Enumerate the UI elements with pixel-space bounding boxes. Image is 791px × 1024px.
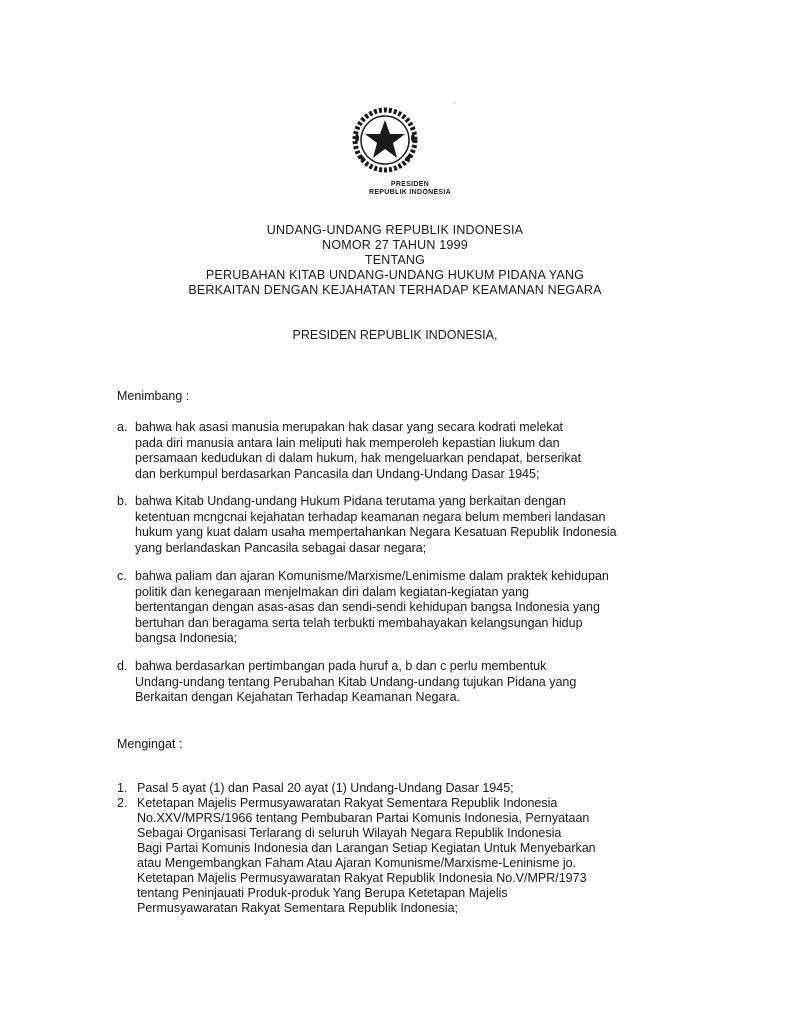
- heading-line: TENTANG: [364, 253, 426, 267]
- item-line: bahwa hak asasi manusia merupakan hak dasar yang secara kodrati melekat: [135, 420, 564, 434]
- menimbang-label: Menimbang :: [117, 389, 190, 403]
- item-line: bahwa Kitab Undang-undang Hukum Pidana terutama yang berkaitan dengan: [135, 494, 566, 508]
- item-line: hukum yang kuat dalam usaha mempertahankan Negara Kesatuan Republik Indonesia: [135, 525, 617, 539]
- item-marker: a.: [117, 420, 128, 434]
- item-line: bahwa paliam dan ajaran Komunisme/Marxisme/Lenimisme dalam praktek kehidupan: [135, 569, 609, 583]
- document-heading: [150, 223, 640, 298]
- item-line: politik dan kenegaraan menjelmakan diri dalam kegiatan-kegiatan yang: [135, 584, 529, 599]
- item-line: bertuhan dan beragama serta telah terbukti membahayakan kelangsungan hidup: [135, 615, 583, 630]
- menimbang-item: [117, 494, 637, 556]
- heading-line: PERUBAHAN KITAB UNDANG-UNDANG HUKUM PIDANA YANG: [205, 268, 585, 282]
- item-line: tentang Peninjauati Produk-produk Yang Berupa Ketetapan Majelis: [137, 886, 508, 900]
- item-line: Bagi Partai Komunis Indonesia dan Larangan Setiap Kegiatan Untuk Menyebarkan: [137, 841, 596, 855]
- menimbang-item: [117, 420, 637, 482]
- menimbang-item: [117, 569, 637, 647]
- heading-line: BERKAITAN DENGAN KEJAHATAN TERHADAP KEAMANAN NEGARA: [188, 283, 602, 297]
- item-line: Permusyawaratan Rakyat Sementara Republik Indonesia;: [137, 901, 459, 915]
- item-line: bertentangan dengan asas-asas dan sendi-sendi kehidupan bangsa Indonesia yang: [135, 600, 600, 614]
- item-line: yang berlandaskan Pancasila sebagai dasar negara;: [135, 540, 427, 555]
- item-line: bahwa berdasarkan pertimbangan pada huruf a, b dan c perlu membentuk: [135, 659, 547, 673]
- seal-caption-line2: REPUBLIK INDONESIA: [368, 189, 452, 196]
- seal-caption-line1: PRESIDEN: [390, 181, 430, 188]
- item-line: Berkaitan dengan Kejahatan Terhadap Keamanan Negara.: [135, 690, 461, 704]
- item-line: Sebagai Organisasi Terlarang di seluruh Wilayah Negara Republik Indonesia: [137, 826, 562, 840]
- item-line: Ketetapan Majelis Permusyawaratan Rakyat Republik Indonesia No.V/MPR/1973: [137, 871, 587, 885]
- heading-line: UNDANG-UNDANG REPUBLIK INDONESIA: [266, 223, 524, 237]
- president-line: PRESIDEN REPUBLIK INDONESIA,: [292, 328, 498, 342]
- mengingat-item: [117, 781, 637, 796]
- item-marker: 2.: [117, 796, 128, 810]
- item-marker: 1.: [117, 781, 128, 795]
- item-line: bangsa Indonesia;: [135, 631, 238, 645]
- item-line: ketentuan mcngcnai kejahatan terhadap keamanan negara belum memberi landasan: [135, 509, 606, 524]
- seal-caption: [368, 181, 452, 197]
- menimbang-item: [117, 659, 637, 706]
- mengingat-label: Mengingat :: [117, 737, 183, 751]
- item-marker: d.: [117, 659, 128, 673]
- item-marker: b.: [117, 494, 128, 508]
- item-line: Ketetapan Majelis Permusyawaratan Rakyat Sementara Republik Indonesia: [137, 796, 558, 810]
- mengingat-item: [117, 796, 637, 916]
- item-line: dan berkumpul berdasarkan Pancasila dan Undang-Undang Dasar 1945;: [135, 466, 540, 481]
- item-line: No.XXV/MPRS/1966 tentang Pembubaran Partai Komunis Indonesia, Pernyataan: [137, 811, 590, 825]
- heading-line: NOMOR 27 TAHUN 1999: [322, 238, 468, 252]
- item-line: persamaan kedudukan di dalam hukum, hak mengeluarkan pendapat, berserikat: [135, 451, 582, 465]
- item-line: atau Mengembangkan Faham Atau Ajaran Komunisme/Marxisme-Leninisme jo.: [137, 856, 577, 870]
- item-line: Undang-undang tentang Perubahan Kitab Undang-undang tujukan Pidana yang: [135, 674, 577, 689]
- item-marker: c.: [117, 569, 127, 583]
- item-line: Pasal 5 ayat (1) dan Pasal 20 ayat (1) Undang-Undang Dasar 1945;: [137, 781, 514, 795]
- item-line: pada diri manusia antara lain meliputi hak memperoleh kepastian liukum dan: [135, 435, 560, 450]
